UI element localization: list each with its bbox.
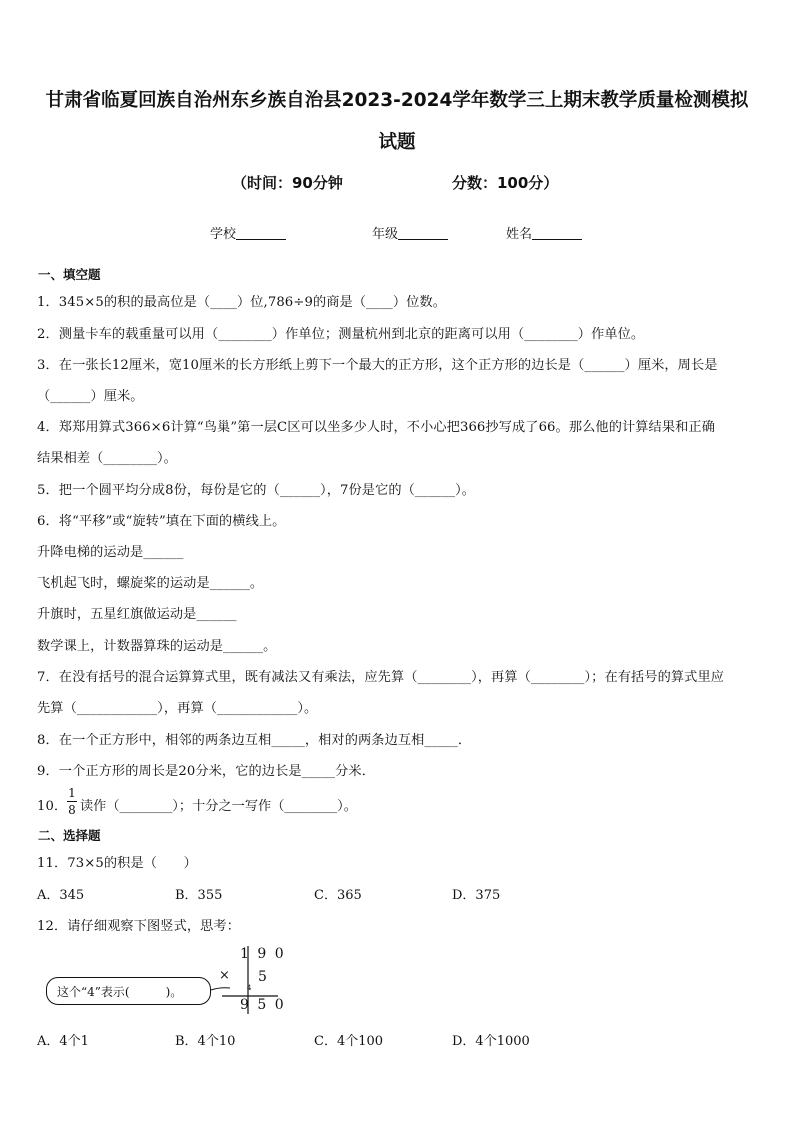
page-title-line2: 试题 bbox=[378, 132, 416, 153]
carry-digit: 4 bbox=[247, 984, 252, 992]
fraction-one-eighth bbox=[67, 786, 77, 817]
speech-bubble: 这个“4”表示( )。 bbox=[46, 977, 211, 1005]
grade-field[interactable] bbox=[372, 223, 448, 242]
calc-multiplier: 5 bbox=[258, 969, 267, 985]
question-7: 7．在没有括号的混合运算算式里，既有减法又有乘法，应先算（________），再算（________）；在有括号的算式里应 bbox=[37, 670, 725, 685]
q11-option-d[interactable]: D．375 bbox=[452, 888, 501, 903]
question-7-cont: 先算（____________），再算（____________）。 bbox=[37, 701, 318, 716]
q11-option-c[interactable]: C．365 bbox=[314, 888, 362, 903]
question-11: 11．73×5的积是（ ） bbox=[37, 856, 197, 871]
q11-option-b[interactable]: B．355 bbox=[175, 888, 223, 903]
vertical-multiplication-figure bbox=[40, 942, 300, 1017]
fraction-numerator: 1 bbox=[68, 786, 76, 800]
grade-label: 年级 bbox=[372, 227, 399, 242]
question-6c: 升旗时，五星红旗做运动是______ bbox=[37, 607, 237, 622]
question-6b: 飞机起飞时，螺旋桨的运动是______。 bbox=[37, 576, 264, 591]
question-3-cont: （______）厘米。 bbox=[37, 389, 144, 404]
question-3: 3．在一张长12厘米，宽10厘米的长方形纸上剪下一个最大的正方形，这个正方形的边长是（______）厘米，周长是 bbox=[37, 358, 718, 373]
question-1: 1．345×5的积的最高位是（____）位,786÷9的商是（____）位数。 bbox=[37, 295, 447, 310]
calc-top-number: 1 9 0 bbox=[240, 946, 286, 962]
name-label: 姓名 bbox=[506, 227, 533, 242]
question-6d: 数学课上，计数器算珠的运动是______。 bbox=[37, 639, 277, 654]
q12-option-c[interactable]: C．4个100 bbox=[314, 1034, 384, 1049]
school-field[interactable] bbox=[210, 223, 286, 242]
section-multiple-choice: 二、选择题 bbox=[38, 828, 101, 843]
section-fill-in: 一、填空题 bbox=[38, 267, 101, 282]
grade-blank[interactable] bbox=[398, 225, 448, 240]
q12-option-b[interactable]: B．4个10 bbox=[175, 1034, 236, 1049]
question-6: 6．将“平移”或“旋转”填在下面的横线上。 bbox=[37, 514, 286, 529]
school-blank[interactable] bbox=[236, 225, 286, 240]
question-10: 读作（________）；十分之一写作（________）。 bbox=[80, 799, 357, 814]
times-sign: × bbox=[219, 968, 230, 983]
question-10-number: 10． bbox=[37, 799, 68, 814]
fraction-bar bbox=[67, 801, 77, 802]
question-12: 12．请仔细观察下图竖式，思考： bbox=[37, 919, 241, 934]
page-title: 甘肃省临夏回族自治州东乡族自治县2023-2024学年数学三上期末教学质量检测模拟 bbox=[45, 90, 749, 111]
q12-option-a[interactable]: A．4个1 bbox=[37, 1034, 89, 1049]
q12-option-d[interactable]: D．4个1000 bbox=[452, 1034, 530, 1049]
question-4-cont: 结果相差（________）。 bbox=[37, 451, 177, 466]
calc-product: 9 5 0 bbox=[240, 997, 286, 1013]
name-field[interactable] bbox=[506, 223, 582, 242]
name-blank[interactable] bbox=[532, 225, 582, 240]
question-9: 9．一个正方形的周长是20分米，它的边长是_____分米． bbox=[37, 764, 375, 779]
q11-option-a[interactable]: A．345 bbox=[37, 888, 85, 903]
question-4: 4．郑郑用算式366×6计算“鸟巢”第一层C区可以坐多少人时，不小心把366抄写成了66。那么他的计算结果和正确 bbox=[37, 420, 715, 435]
question-2: 2．测量卡车的载重量可以用（________）作单位；测量杭州到北京的距离可以用（________）作单位。 bbox=[37, 327, 645, 342]
question-8: 8．在一个正方形中，相邻的两条边互相_____，相对的两条边互相_____． bbox=[37, 733, 472, 748]
question-5: 5．把一个圆平均分成8份，每份是它的（______），7份是它的（______）。 bbox=[37, 483, 476, 498]
fraction-denominator: 8 bbox=[68, 803, 76, 817]
school-label: 学校 bbox=[210, 227, 237, 242]
question-6a: 升降电梯的运动是______ bbox=[37, 545, 184, 560]
total-score: 分数：100分） bbox=[452, 174, 559, 192]
time-limit: （时间：90分钟 bbox=[232, 174, 343, 192]
